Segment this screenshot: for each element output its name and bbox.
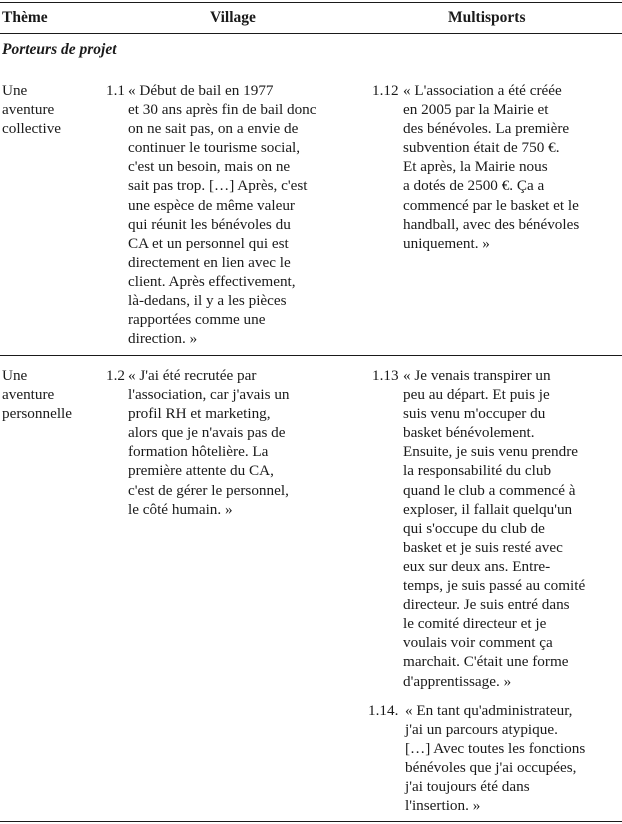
row-2-theme: Une aventure personnelle	[2, 367, 73, 423]
row-2-multisports-number-2: 1.14.	[368, 702, 399, 719]
row-2-multisports-quote-2: « En tant qu'administrateur, j'ai un parcours atypique. […] Avec toutes les fonctions bénévoles que j'ai occupées, j'ai toujours été dans l'insertion. »	[405, 702, 586, 815]
row-2-village-quote: « J'ai été recrutée par l'association, car j'avais un profil RH et marketing, alors que je n'avais pas de formation hôtelière. La première attente du CA, c'est de gérer le personnel, le côté humain. »	[128, 367, 290, 518]
row-2-village-number: 1.2	[106, 367, 125, 384]
column-header-theme: Thème	[2, 9, 48, 26]
column-header-multisports: Multisports	[448, 9, 526, 26]
header-bottom-rule	[0, 33, 622, 34]
row-1-multisports-quote: « L'association a été créée en 2005 par la Mairie et des bénévoles. La première subvention était de 750 €. Et après, la Mairie nous a dotés de 2500 €. Ça a commencé par le basket et le handball, avec des bénévoles uniquement. »	[403, 82, 580, 252]
row-1-village-number: 1.1	[106, 82, 125, 99]
row-1-theme: Une aventure collective	[2, 82, 62, 138]
table-bottom-rule	[0, 821, 622, 822]
table-top-rule	[0, 2, 622, 3]
section-title: Porteurs de projet	[2, 41, 117, 58]
column-header-village: Village	[210, 9, 256, 26]
row-2-multisports-quote-1: « Je venais transpirer un peu au départ. Et puis je suis venu m'occuper du basket bénévolement. Ensuite, je suis venu prendre la responsabilité du club quand le club a commencé à exploser, il fallait quelqu'un qui s'occupe du club de basket et je suis resté avec eux sur deux ans. Entre- temps, je suis passé au comité directeur. Je suis entré dans le comité directeur et je voulais voir comment ça marchait. C'était une forme d'apprentissage. »	[403, 367, 586, 690]
row-1-multisports-number: 1.12	[372, 82, 399, 99]
row-divider-rule	[0, 355, 622, 356]
row-2-multisports-number-1: 1.13	[372, 367, 399, 384]
row-1-village-quote: « Début de bail en 1977 et 30 ans après fin de bail donc on ne sait pas, on a envie de continuer le tourisme social, c'est un besoin, mais on ne sait pas trop. […] Après, c'est une espèce de même valeur qui réunit les bénévoles du CA et un personnel qui est directement en lien avec le client. Après effectivement, là-dedans, il y a les pièces rapportées comme une direction. »	[128, 82, 317, 348]
